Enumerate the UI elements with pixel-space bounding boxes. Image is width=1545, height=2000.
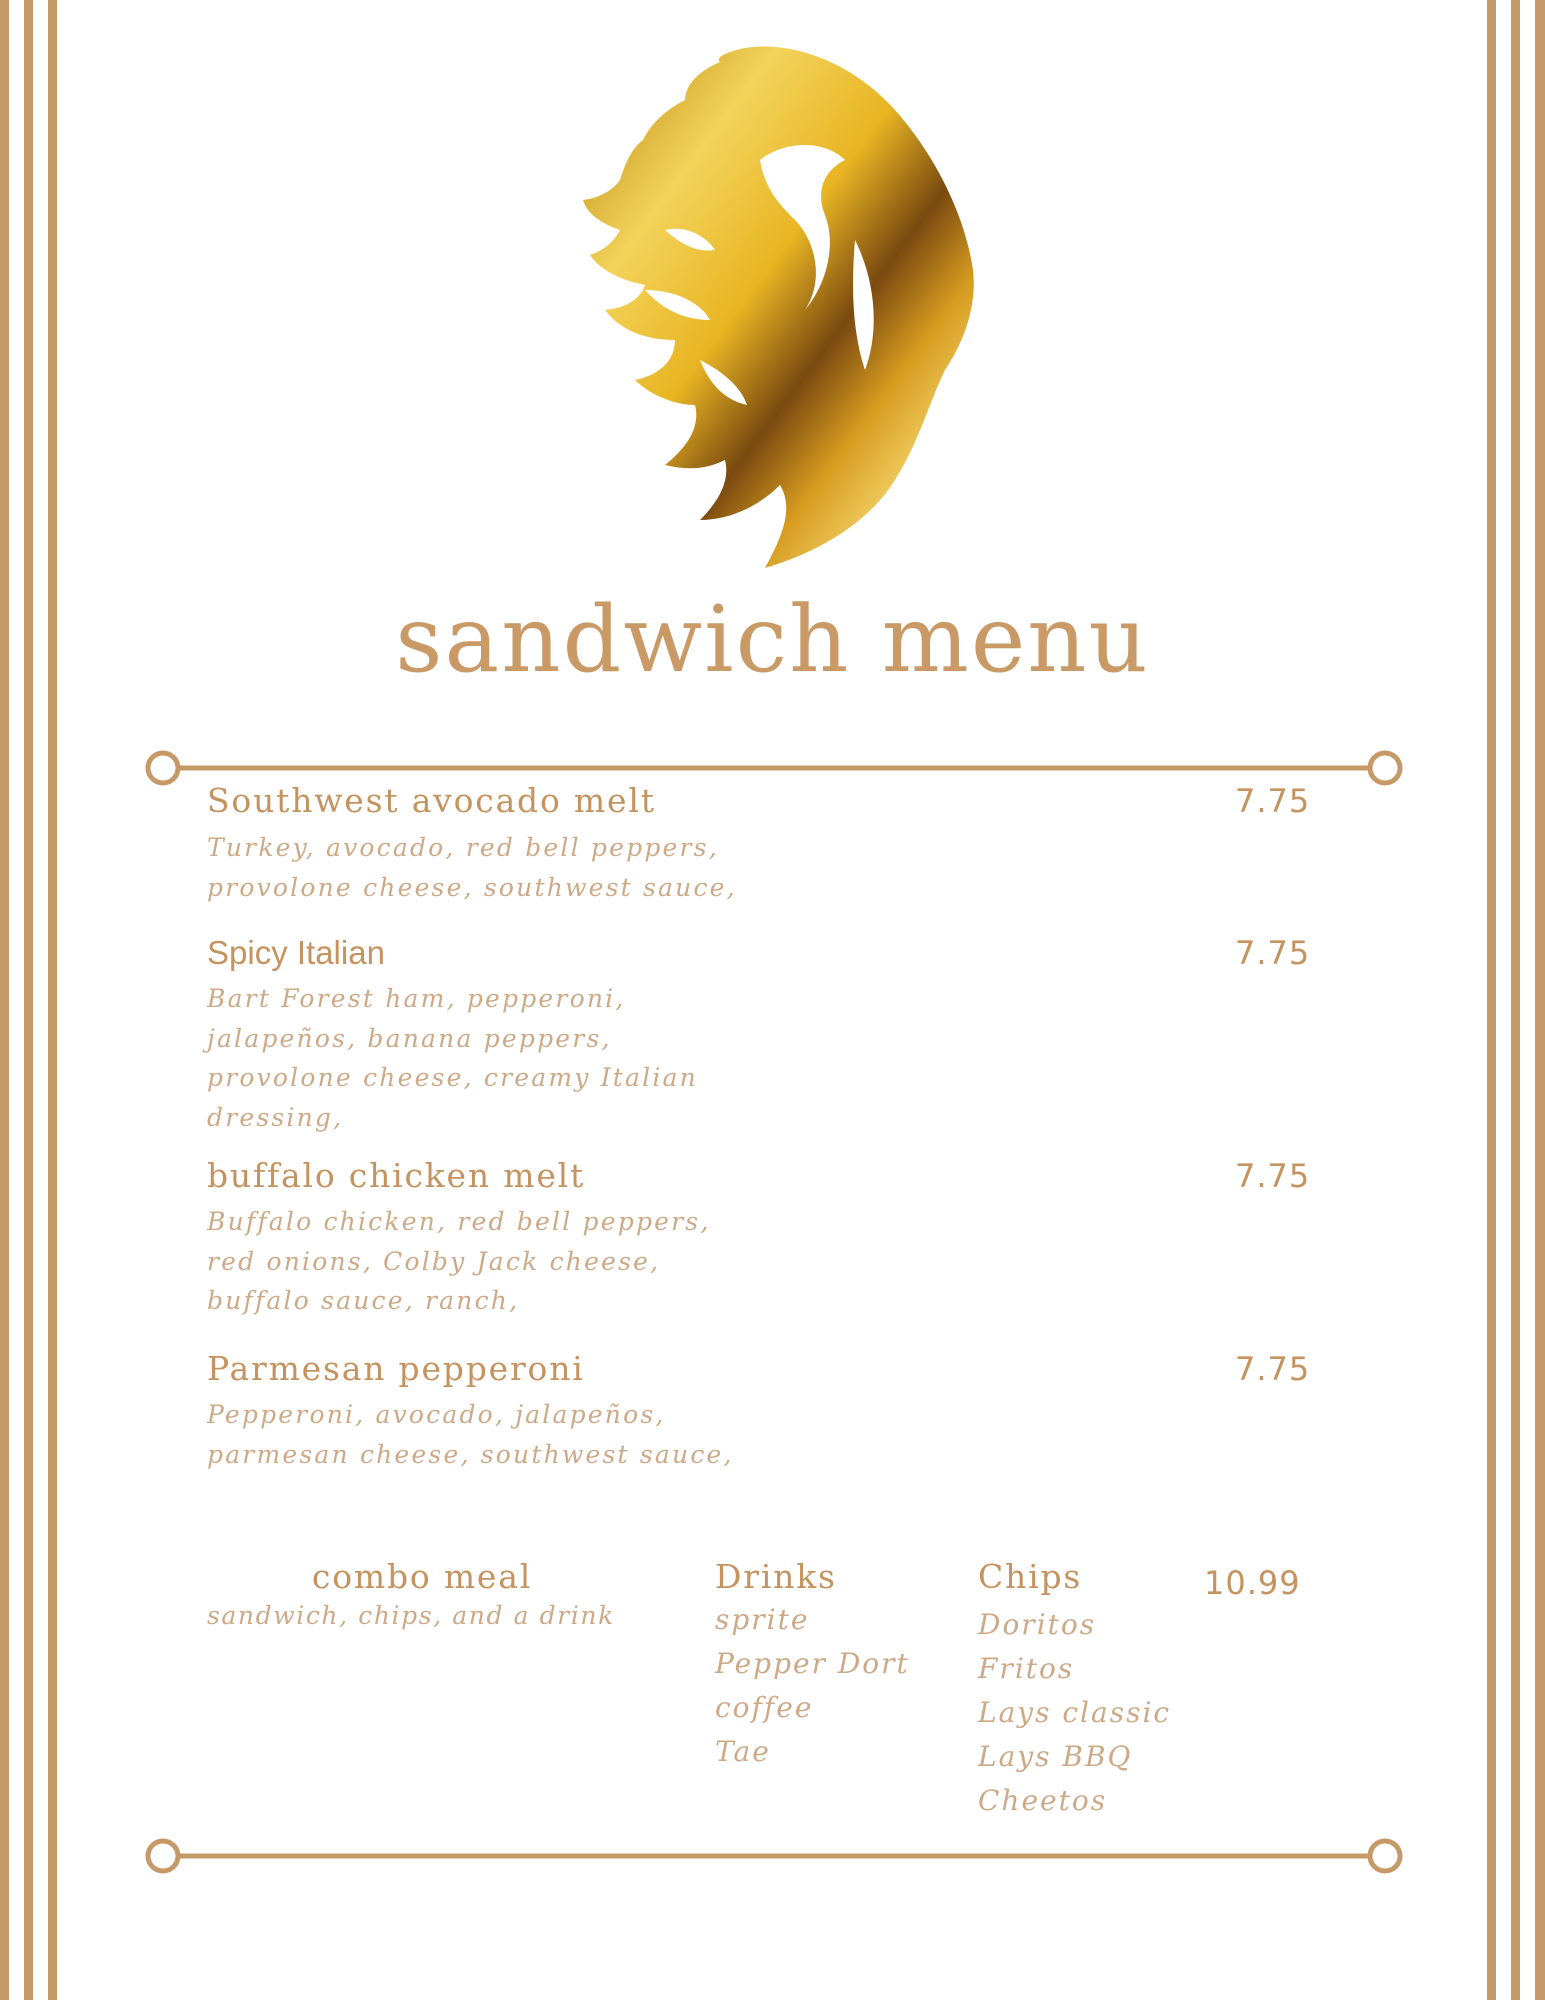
drink-item: sprite: [715, 1603, 810, 1636]
chip-item: Lays BBQ: [978, 1740, 1133, 1773]
menu-item-price-southwest-avocado-melt: 7.75: [1235, 782, 1311, 820]
border-stripe-right-middle: [1511, 0, 1520, 2000]
drink-item: Tae: [715, 1735, 771, 1768]
chip-item: Cheetos: [978, 1784, 1108, 1817]
drinks-heading: Drinks: [715, 1557, 837, 1596]
combo-meal-price: 10.99: [1204, 1564, 1301, 1602]
menu-item-name-buffalo-chicken-melt: buffalo chicken melt: [207, 1156, 586, 1195]
chips-heading: Chips: [978, 1557, 1083, 1596]
menu-item-description-parmesan-pepperoni: Pepperoni, avocado, jalapeños, parmesan cheese, southwest sauce,: [207, 1400, 734, 1469]
border-stripe-left-inner: [48, 0, 57, 2000]
drink-item: coffee: [715, 1691, 814, 1724]
menu-title: sandwich menu: [395, 586, 1150, 693]
menu-item-description-buffalo-chicken-melt: Buffalo chicken, red bell peppers, red onions, Colby Jack cheese, buffalo sauce, ranch,: [207, 1207, 711, 1315]
chip-item: Lays classic: [978, 1696, 1172, 1729]
border-stripe-right-outer: [1535, 0, 1545, 2000]
menu-item-name-southwest-avocado-melt: Southwest avocado melt: [207, 781, 656, 820]
menu-item-description-southwest-avocado-melt: Turkey, avocado, red bell peppers, provolone cheese, southwest sauce,: [207, 833, 737, 902]
border-stripe-right-inner: [1487, 0, 1496, 2000]
menu-item-price-buffalo-chicken-melt: 7.75: [1235, 1157, 1311, 1195]
combo-meal-title: combo meal: [311, 1557, 533, 1596]
menu-item-description-spicy-italian: Bart Forest ham, pepperoni, jalapeños, banana peppers, provolone cheese, creamy Italian dressing,: [207, 984, 698, 1132]
combo-meal-description: sandwich, chips, and a drink: [207, 1601, 615, 1630]
lion-head-icon: [525, 40, 995, 570]
menu-item-price-parmesan-pepperoni: 7.75: [1235, 1350, 1311, 1388]
menu-item-name-parmesan-pepperoni: Parmesan pepperoni: [207, 1349, 585, 1388]
border-stripe-left-outer: [0, 0, 9, 2000]
menu-item-price-spicy-italian: 7.75: [1235, 934, 1311, 972]
border-stripe-left-middle: [24, 0, 33, 2000]
chip-item: Fritos: [978, 1652, 1075, 1685]
bottom-divider: [143, 1836, 1405, 1876]
drink-item: Pepper Dort: [715, 1647, 910, 1680]
menu-item-name-spicy-italian: Spicy Italian: [207, 934, 385, 971]
chips-list: [978, 1603, 1171, 1823]
drinks-list: [715, 1598, 910, 1774]
chip-item: Doritos: [978, 1608, 1097, 1641]
